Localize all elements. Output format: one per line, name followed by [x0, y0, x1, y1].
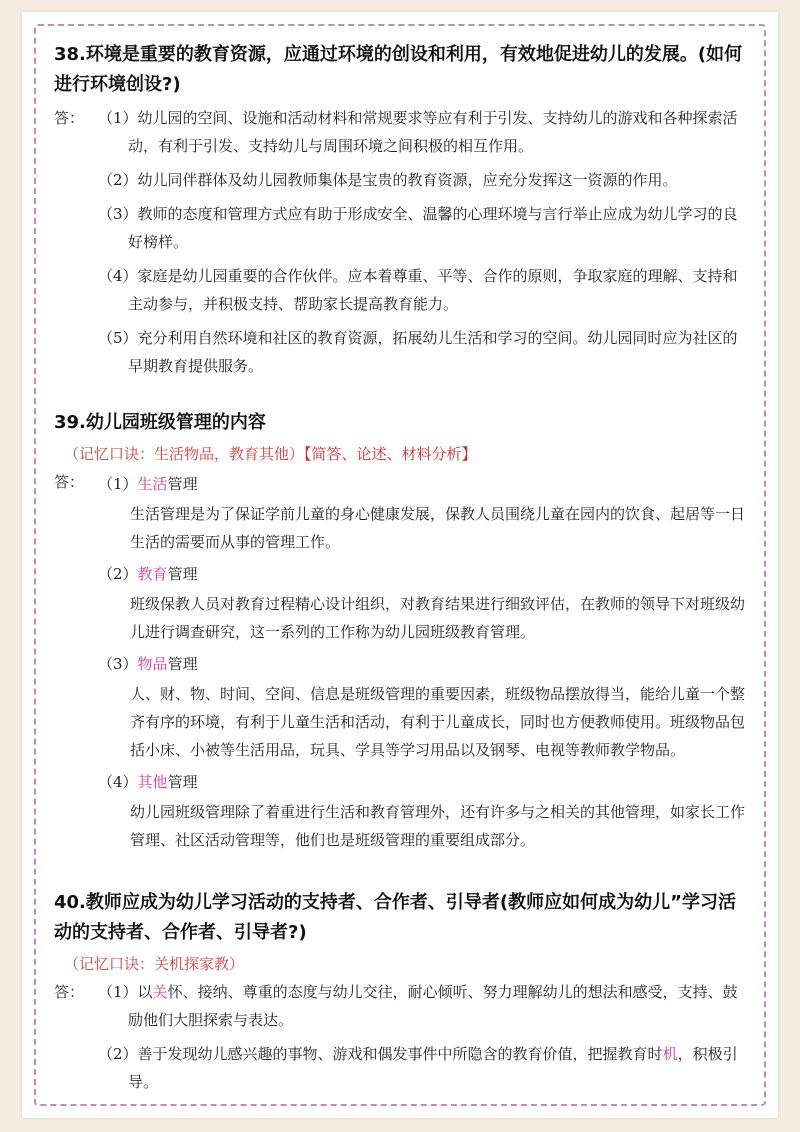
section-keyword: 其他 — [137, 773, 168, 791]
section-suffix: 管理 — [167, 655, 198, 673]
section-keyword: 物品 — [137, 655, 168, 673]
section-number: （3） — [98, 655, 138, 673]
q39-section-4-heading — [98, 768, 748, 796]
section-suffix: 管理 — [167, 475, 198, 493]
q38-item-4: （4）家庭是幼儿园重要的合作伙伴。应本着尊重、平等、合作的原则，争取家庭的理解、支持和主动参与，并积极支持、帮助家长提高教育能力。 — [98, 267, 738, 313]
q39-memo — [64, 440, 748, 468]
q39-section-4-text: 幼儿园班级管理除了着重进行生活和教育管理外，还有许多与之相关的其他管理，如家长工作管理、社区活动管理等，他们也是班级管理的重要组成部分。 — [130, 803, 746, 849]
section-number: （1） — [98, 475, 138, 493]
section-number: （4） — [98, 773, 138, 791]
section-suffix: 管理 — [167, 565, 198, 583]
q39-section-2-heading — [98, 560, 748, 588]
q39-tags: 【简答、论述、材料分析】 — [304, 445, 477, 463]
section-keyword: 教育 — [137, 565, 168, 583]
document-page — [22, 12, 778, 1118]
item-text-pre: （1）以 — [98, 983, 153, 1001]
q39-section-3-text: 人、财、物、时间、空间、信息是班级管理的重要因素，班级物品摆放得当，能给儿童一个整齐有序的环境，有利于儿童生活和活动，有利于儿童成长，同时也方便教师使用。班级物品包括小床、小被等生活用品，玩具、学具等学习用品以及钢琴、电视等教师教学物品。 — [130, 685, 746, 759]
question-38-title: 38.环境是重要的教育资源，应通过环境的创设和利用，有效地促进幼儿的发展。(如何进行环境创设?) — [54, 44, 743, 95]
q40-memo: （记忆口诀：关机探家教） — [64, 955, 245, 973]
question-40-answer — [54, 978, 748, 1102]
q40-item-2 — [98, 1040, 748, 1096]
q38-item-2: （2）幼儿同伴群体及幼儿园教师集体是宝贵的教育资源，应充分发挥这一资源的作用。 — [98, 171, 678, 189]
answer-body — [98, 468, 748, 858]
q38-item-5: （5）充分利用自然环境和社区的教育资源，拓展幼儿生活和学习的空间。幼儿园同时应为社区的早期教育提供服务。 — [98, 329, 738, 375]
question-40-title: 40.教师应成为幼儿学习活动的支持者、合作者、引导者(教师应如何成为幼儿”学习活动的支持者、合作者、引导者?) — [54, 892, 736, 943]
item-text-pre: （2）善于发现幼儿感兴趣的事物、游戏和偶发事件中所隐含的教育价值，把握教育时 — [98, 1045, 663, 1063]
question-39-title: 39.幼儿园班级管理的内容 — [54, 412, 266, 433]
document-content — [54, 40, 748, 1102]
question-38-answer — [54, 104, 748, 386]
item-keyword: 机 — [662, 1045, 678, 1063]
q40-item-1 — [98, 978, 748, 1034]
q39-section-3-heading — [98, 650, 748, 678]
section-suffix: 管理 — [167, 773, 198, 791]
q39-section-2-text: 班级保教人员对教育过程精心设计组织，对教育结果进行细致评估，在教师的领导下对班级幼儿进行调查研究，这一系列的工作称为幼儿园班级教育管理。 — [130, 595, 746, 641]
answer-label: 答： — [54, 473, 85, 491]
item-text-post: 怀、接纳、尊重的态度与幼儿交往，耐心倾听、努力理解幼儿的想法和感受，支持、鼓励他们大胆探索与表达。 — [128, 983, 738, 1029]
answer-label: 答： — [54, 109, 85, 127]
section-keyword: 生活 — [137, 475, 168, 493]
answer-body — [98, 104, 748, 386]
q39-section-1-text: 生活管理是为了保证学前儿童的身心健康发展，保教人员围绕儿童在园内的饮食、起居等一日生活的需要而从事的管理工作。 — [130, 505, 746, 551]
q39-memo-text: （记忆口诀：生活物品，教育其他） — [64, 445, 305, 463]
answer-body — [98, 978, 748, 1102]
answer-label: 答： — [54, 983, 85, 1001]
q38-item-3: （3）教师的态度和管理方式应有助于形成安全、温馨的心理环境与言行举止应成为幼儿学习的良好榜样。 — [98, 205, 738, 251]
item-keyword: 关 — [152, 983, 168, 1001]
item-text-post: ，积极引导。 — [128, 1045, 738, 1091]
question-39-answer — [54, 468, 748, 858]
q38-item-1: （1）幼儿园的空间、设施和活动材料和常规要求等应有利于引发、支持幼儿的游戏和各种探索活动，有利于引发、支持幼儿与周围环境之间积极的相互作用。 — [98, 109, 738, 155]
section-number: （2） — [98, 565, 138, 583]
q39-section-1-heading — [98, 470, 748, 498]
